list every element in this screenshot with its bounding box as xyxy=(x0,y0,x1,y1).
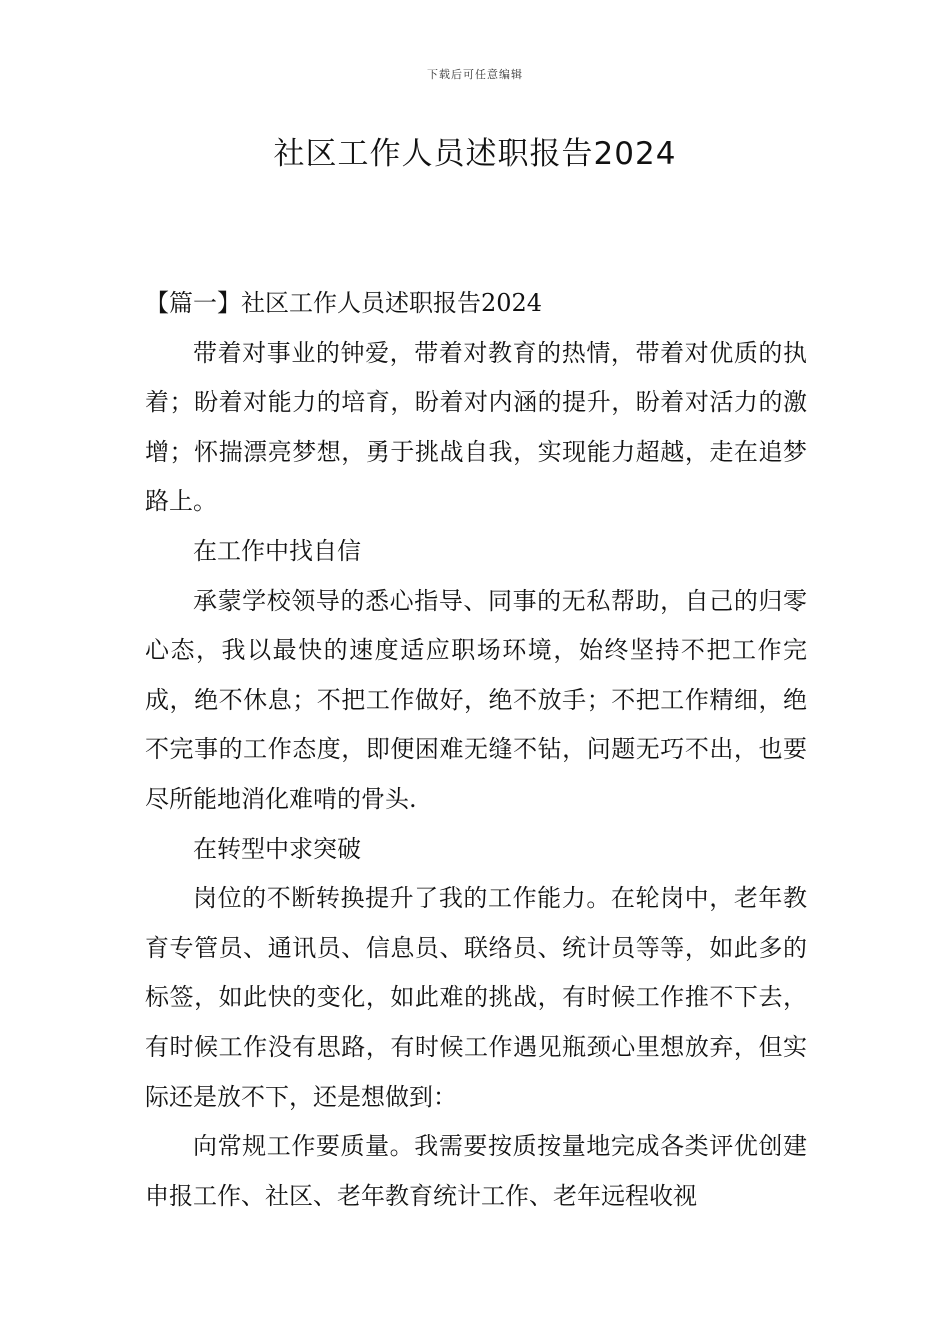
body-paragraph: 岗位的不断转换提升了我的工作能力。在轮岗中，老年教育专管员、通讯员、信息员、联络员、统计员等等，如此多的标签，如此快的变化，如此难的挑战，有时候工作推不下去，有时候工作没有思路，有时候工作遇见瓶颈心里想放弃，但实际还是放不下，还是想做到： xyxy=(145,884,807,1111)
subheading: 在工作中找自信 xyxy=(193,536,361,565)
header-note: 下载后可任意编辑 xyxy=(427,68,523,81)
section-heading: 【篇一】社区工作人员述职报告2024 xyxy=(145,289,543,317)
body-paragraph: 承蒙学校领导的悉心指导、同事的无私帮助，自己的归零心态，我以最快的速度适应职场环境，始终坚持不把工作完成，绝不休息；不把工作做好，绝不放手；不把工作精细，绝不完事的工作态度，即便困难无缝不钻，问题无巧不出，也要尽所能地消化难啃的骨头. xyxy=(145,586,807,813)
body-paragraph: 向常规工作要质量。我需要按质按量地完成各类评优创建申报工作、社区、老年教育统计工作、老年远程收视 xyxy=(145,1132,807,1210)
subheading: 在转型中求突破 xyxy=(193,834,361,863)
document-title: 社区工作人员述职报告2024 xyxy=(273,136,677,172)
body-paragraph: 带着对事业的钟爱，带着对教育的热情，带着对优质的执着；盼着对能力的培育，盼着对内涵的提升，盼着对活力的激增；怀揣漂亮梦想，勇于挑战自我，实现能力超越，走在追梦路上。 xyxy=(145,338,807,516)
document-body xyxy=(145,279,807,1221)
